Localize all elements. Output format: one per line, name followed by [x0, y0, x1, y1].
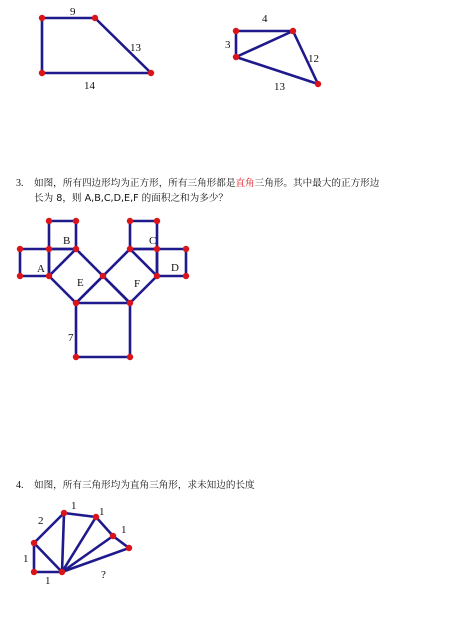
question-3-line-1 [34, 176, 379, 191]
side-label: 1 [45, 575, 51, 587]
figure-triangles-right [225, 13, 321, 93]
side-label: 7 [68, 332, 74, 344]
question-4-text: 如图，所有三角形均为直角三角形，求未知边的长度 [34, 480, 255, 491]
unknown-side-label: ? [101, 569, 106, 581]
side-label: 2 [38, 515, 44, 527]
figure-pythagoras-tree [17, 218, 189, 360]
question-4-number: 4. [16, 480, 24, 491]
figure-right-triangle-fan [23, 500, 132, 587]
side-label: 4 [262, 13, 268, 25]
question-3-number: 3. [16, 178, 24, 189]
side-label: 13 [274, 81, 285, 93]
question-3-line-2: 长为 8，则 A,B,C,D,E,F 的面积之和为多少？ [34, 193, 229, 204]
region-label-d: D [171, 262, 179, 274]
side-label: 1 [71, 500, 77, 512]
question-3-text-b: 三角形。其中最大的正方形边 [254, 178, 380, 189]
region-label-c: C [149, 235, 157, 247]
region-label-e: E [77, 277, 84, 289]
side-label: 13 [130, 42, 141, 54]
figure-quadrilateral-left [39, 6, 154, 92]
side-label: 1 [121, 524, 127, 536]
question-3-text-a: 如图，所有四边形均为正方形，所有三角形都是 [34, 178, 236, 189]
side-label: 9 [70, 6, 76, 18]
side-label: 14 [84, 80, 95, 92]
question-3-highlight: 直角 [235, 178, 255, 189]
side-label: 1 [99, 506, 105, 518]
region-label-f: F [134, 278, 141, 290]
side-label: 3 [225, 39, 231, 51]
side-label: 1 [23, 553, 29, 565]
region-label-b: B [63, 235, 71, 247]
side-label: 12 [308, 53, 319, 65]
region-label-a: A [37, 263, 45, 275]
